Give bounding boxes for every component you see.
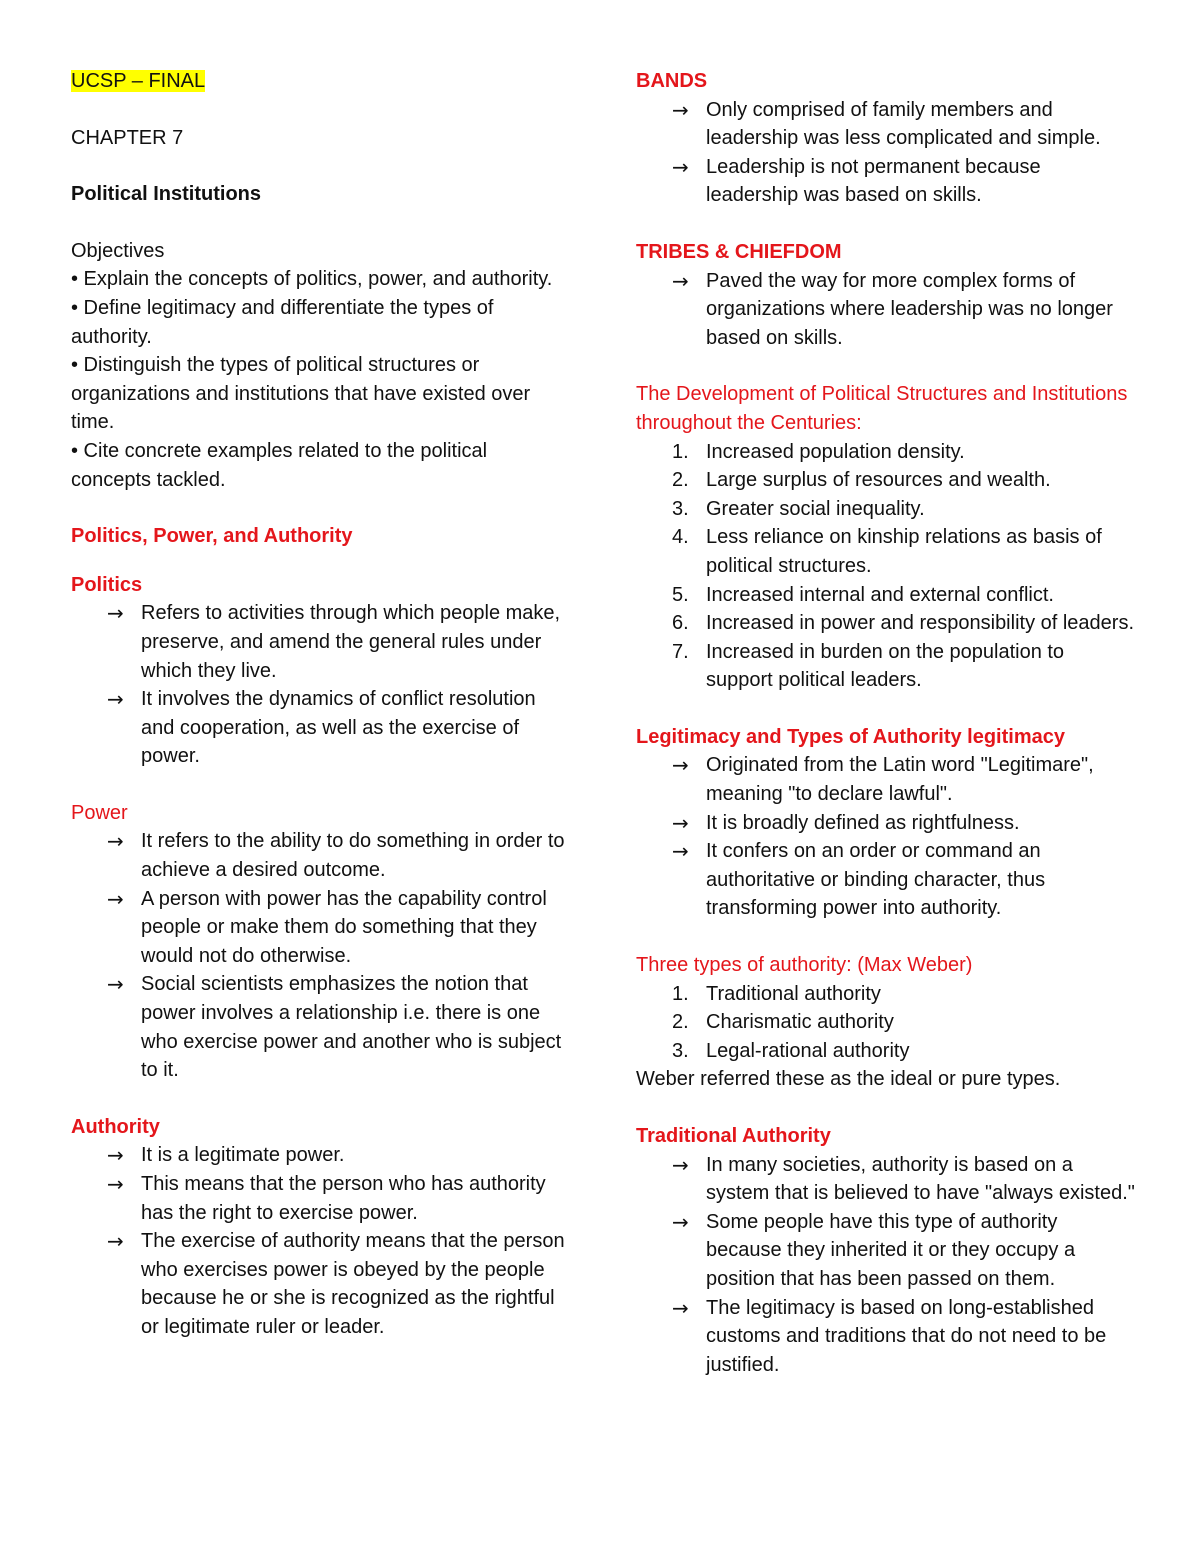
tribes-heading: TRIBES & CHIEFDOM	[636, 240, 842, 263]
tribes-list	[636, 267, 1136, 353]
arrow-icon	[107, 885, 141, 914]
politics-list	[71, 599, 571, 771]
list-item: → It involves the dynamics of conflict resolution and cooperation, as well as the exercise of power.	[107, 685, 571, 771]
objective-item: • Explain the concepts of politics, power, and authority.	[71, 268, 553, 291]
arrow-icon	[672, 153, 706, 182]
types-note: Weber referred these as the ideal or pure types.	[636, 1068, 1061, 1091]
arrow-icon	[107, 685, 141, 714]
chapter-title: Political Institutions	[71, 183, 262, 206]
list-item: → It refers to the ability to do something in order to achieve a desired outcome.	[107, 827, 571, 884]
legitimacy-list	[636, 751, 1136, 923]
list-item: 6. Increased in power and responsibility of leaders.	[672, 612, 1135, 635]
arrow-icon	[107, 827, 141, 856]
list-item: 4. Less reliance on kinship relations as basis of political structures.	[672, 526, 1102, 577]
list-item: 3. Legal-rational authority	[672, 1039, 910, 1062]
left-column	[71, 67, 571, 1342]
list-item: → Leadership is not permanent because leadership was based on skills.	[672, 153, 1136, 210]
list-item: 1. Traditional authority	[672, 982, 881, 1005]
list-item: 2. Charismatic authority	[672, 1011, 894, 1034]
development-heading: The Development of Political Structures and Institutions throughout the Centuries:	[636, 383, 1128, 434]
list-item: → A person with power has the capability control people or make them do something that they would not do otherwise.	[107, 885, 571, 971]
list-item: 2. Large surplus of resources and wealth.	[672, 469, 1051, 492]
development-list	[636, 438, 1136, 695]
chapter-number: CHAPTER 7	[71, 126, 184, 149]
arrow-icon	[107, 599, 141, 628]
arrow-icon	[672, 809, 706, 838]
list-item: 3. Greater social inequality.	[672, 497, 925, 520]
power-heading: Power	[71, 801, 128, 824]
arrow-icon	[107, 970, 141, 999]
authority-list	[71, 1141, 571, 1341]
list-item: → Only comprised of family members and leadership was less complicated and simple.	[672, 96, 1136, 153]
legitimacy-heading: Legitimacy and Types of Authority legitimacy	[636, 725, 1065, 748]
arrow-icon	[107, 1227, 141, 1256]
arrow-icon	[672, 837, 706, 866]
section-heading: Politics, Power, and Authority	[71, 525, 353, 548]
bands-heading: BANDS	[636, 70, 708, 92]
list-item: → Some people have this type of authority because they inherited it or they occupy a position that has been passed on them.	[672, 1208, 1136, 1294]
list-item: 7. Increased in burden on the population to support political leaders.	[672, 640, 1065, 692]
arrow-icon	[672, 96, 706, 125]
list-item: → It is broadly defined as rightfulness.	[672, 809, 1136, 838]
arrow-icon	[672, 1208, 706, 1237]
bands-list	[636, 96, 1136, 210]
arrow-icon	[672, 1151, 706, 1180]
right-column	[636, 67, 1136, 1379]
arrow-icon	[107, 1170, 141, 1199]
objective-item: • Cite concrete examples related to the political concepts tackled.	[71, 439, 488, 491]
traditional-heading: Traditional Authority	[636, 1125, 831, 1147]
objective-item: • Distinguish the types of political structures or organizations and institutions that have existed over time.	[71, 354, 531, 434]
arrow-icon	[672, 1294, 706, 1323]
arrow-icon	[672, 751, 706, 780]
arrow-icon	[107, 1141, 141, 1170]
list-item: → It confers on an order or command an authoritative or binding character, thus transforming power into authority.	[672, 837, 1136, 923]
list-item: → Refers to activities through which people make, preserve, and amend the general rules under which they live.	[107, 599, 571, 685]
authority-heading: Authority	[71, 1115, 160, 1138]
list-item: 1. Increased population density.	[672, 440, 965, 463]
course-title-highlight: UCSP – FINAL	[71, 70, 206, 92]
list-item: → Paved the way for more complex forms of organizations where leadership was no longer based on skills.	[672, 267, 1136, 353]
objectives-heading: Objectives	[71, 239, 165, 262]
types-heading: Three types of authority: (Max Weber)	[636, 954, 973, 977]
list-item: → Social scientists emphasizes the notion that power involves a relationship i.e. there is one who exercise power and another who is subject to it.	[107, 970, 571, 1084]
list-item: → Originated from the Latin word "Legitimare", meaning "to declare lawful".	[672, 751, 1136, 808]
traditional-list	[636, 1151, 1136, 1380]
list-item: → It is a legitimate power.	[107, 1141, 571, 1170]
politics-heading: Politics	[71, 573, 143, 596]
list-item: → In many societies, authority is based on a system that is believed to have "always existed."	[672, 1151, 1136, 1208]
list-item: → This means that the person who has authority has the right to exercise power.	[107, 1170, 571, 1227]
power-list	[71, 827, 571, 1084]
list-item: → The exercise of authority means that the person who exercises power is obeyed by the people because he or she is recognized as the rightful or legitimate ruler or leader.	[107, 1227, 571, 1341]
course-title	[71, 67, 571, 96]
objective-item: • Define legitimacy and differentiate the types of authority.	[71, 296, 494, 348]
list-item: 5. Increased internal and external conflict.	[672, 583, 1054, 606]
types-list	[636, 980, 1136, 1066]
arrow-icon	[672, 267, 706, 296]
list-item: → The legitimacy is based on long-established customs and traditions that do not need to be justified.	[672, 1294, 1136, 1380]
